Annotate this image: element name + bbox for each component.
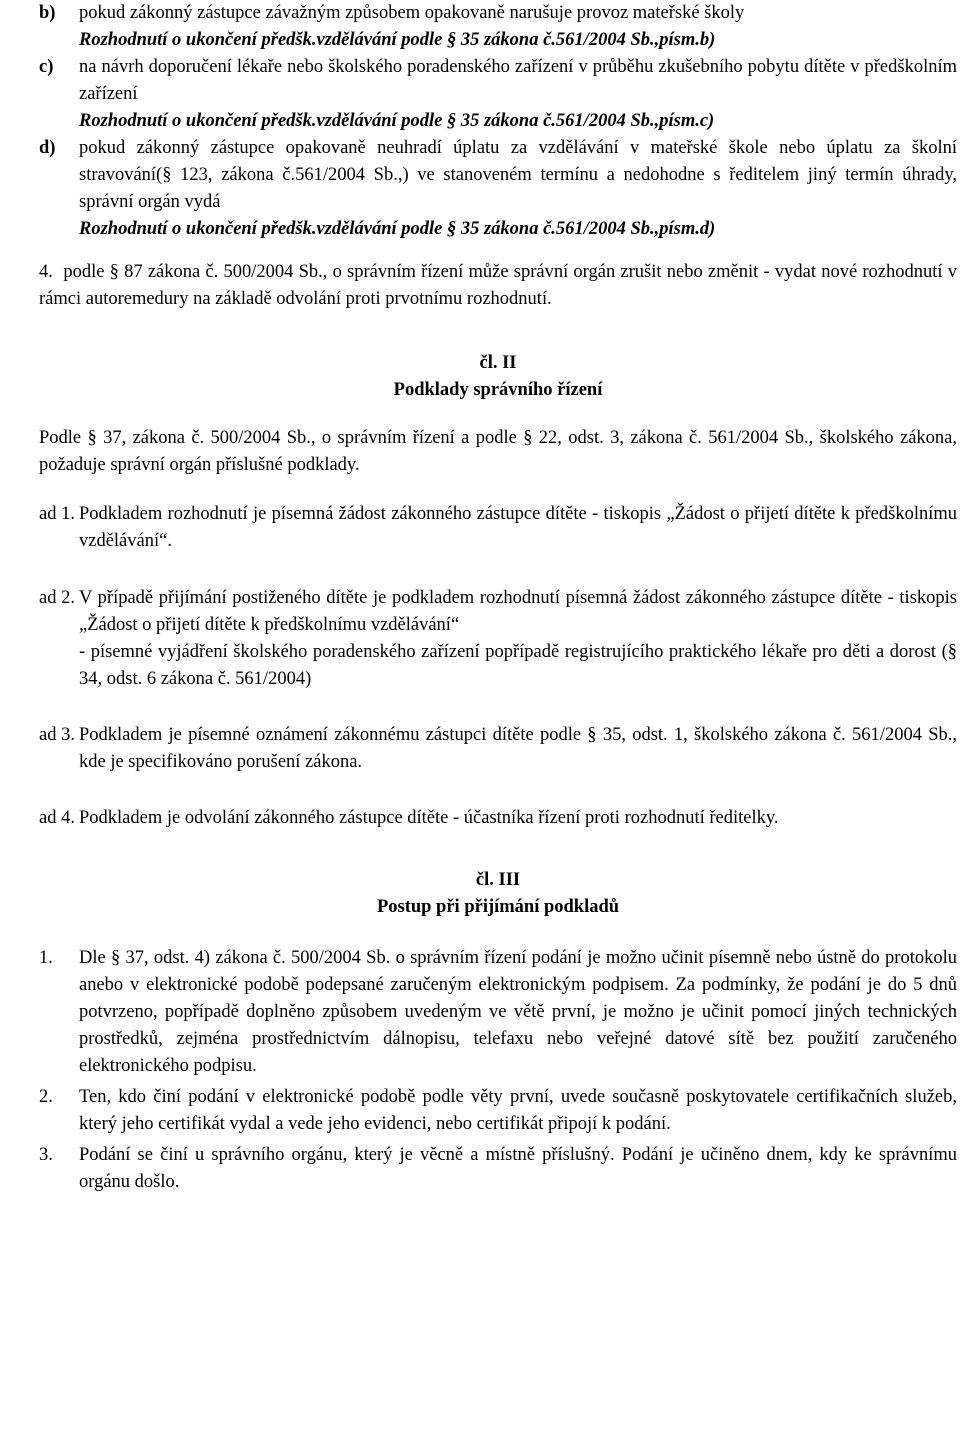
- procedure-label: 2.: [39, 1087, 53, 1107]
- decision-line: Rozhodnutí o ukončení předšk.vzdělávání podle § 35 zákona č.561/2004 Sb.,písm.d): [79, 219, 716, 239]
- point-4-body: podle § 87 zákona č. 500/2004 Sb., o správním řízení může správní orgán zrušit nebo změnit - vydat nové rozhodnutí v rámci autoremedury na základě odvolání proti prvotnímu rozhodnutí.: [39, 262, 957, 309]
- procedure-text: Podání se činí u správního orgánu, který je věcně a místně příslušný. Podání je učiněno dnem, kdy ke správnímu orgánu došlo.: [79, 1145, 957, 1192]
- ad-text: Podkladem je odvolání zákonného zástupce dítěte - účastníka řízení proti rozhodnutí ředitelky.: [79, 808, 779, 828]
- section-3-number: čl. III: [475, 870, 521, 890]
- ad-label: ad 2.: [39, 588, 75, 608]
- item-text: na návrh doporučení lékaře nebo školského poradenského zařízení v průběhu zkušebního pobytu dítěte v předškolním zařízení: [79, 57, 957, 104]
- point-4: [39, 259, 957, 313]
- ad-label: ad 4.: [39, 808, 75, 828]
- procedure-item-3: [39, 1142, 957, 1196]
- procedure-text: Ten, kdo činí podání v elektronické podobě podle věty první, uvede současně poskytovatele certifikačních služeb, který jeho certifikát vydal a vede jeho evidenci, nebo certifikát připojí k podání.: [79, 1087, 957, 1134]
- list-item-c: [39, 54, 957, 135]
- section-2-number: čl. II: [479, 353, 517, 373]
- ad-label: ad 3.: [39, 725, 75, 745]
- item-text: pokud zákonný zástupce opakovaně neuhradí úplatu za vzdělávání v mateřské škole nebo úplatu za školní stravování(§ 123, zákona č.561/2004 Sb.,) ve stanoveném termínu a nedohodne s ředitelem jiný termín úhrady, správní orgán vydá: [79, 138, 957, 212]
- section-2-title: Podklady správního řízení: [393, 380, 603, 400]
- procedure-label: 1.: [39, 948, 53, 968]
- item-text: pokud zákonný zástupce závažným způsobem opakovaně narušuje provoz mateřské školy: [79, 3, 745, 23]
- point-4-text: [39, 259, 957, 313]
- decision-line: Rozhodnutí o ukončení předšk.vzdělávání podle § 35 zákona č.561/2004 Sb.,písm.c): [79, 111, 715, 131]
- ad-text-2: - písemné vyjádření školského poradenského zařízení popřípadě registrujícího praktického lékaře pro děti a dorost (§ 34, odst. 6 zákona č. 561/2004): [79, 642, 957, 689]
- ad-item-1: [39, 501, 957, 555]
- section-2-intro: Podle § 37, zákona č. 500/2004 Sb., o správním řízení a podle § 22, odst. 3, zákona č. 561/2004 Sb., školského zákona, požaduje správní orgán příslušné podklady.: [39, 428, 957, 475]
- item-label: b): [39, 3, 56, 23]
- decision-line: Rozhodnutí o ukončení předšk.vzdělávání podle § 35 zákona č.561/2004 Sb.,písm.b): [79, 30, 716, 50]
- section-3-title: Postup při přijímání podkladů: [376, 897, 620, 917]
- document-page: [39, 0, 957, 1196]
- procedure-item-1: [39, 945, 957, 1080]
- procedure-item-2: [39, 1084, 957, 1138]
- ad-text: Podkladem je písemné oznámení zákonnému zástupci dítěte podle § 35, odst. 1, školského zákona č. 561/2004 Sb., kde je specifikováno porušení zákona.: [79, 725, 957, 772]
- procedure-text: Dle § 37, odst. 4) zákona č. 500/2004 Sb. o správním řízení podání je možno učinit písemně nebo ústně do protokolu anebo v elektronické podobě podepsané zaručeným elektronickým podpisem. Za podmínky, že podání je do 5 dnů potvrzeno, popřípadě doplněno způsobem uvedeným ve větě první, je možno je učinit pomocí jiných technických prostředků, zejména prostřednictvím dálnopisu, telefaxu nebo veřejné datové sítě bez použití zaručeného elektronického podpisu.: [79, 948, 957, 1076]
- item-label: c): [39, 57, 54, 77]
- point-4-label: 4.: [39, 262, 53, 282]
- list-item-d: [39, 135, 957, 243]
- ad-text: V případě přijímání postiženého dítěte je podkladem rozhodnutí písemná žádost zákonného zástupce dítěte - tiskopis „Žádost o přijetí dítěte k předškolnímu vzdělávání“: [79, 588, 957, 635]
- list-item-b: [39, 0, 957, 54]
- ad-item-2: [39, 585, 957, 693]
- ad-item-4: [39, 805, 957, 832]
- ad-text: Podkladem rozhodnutí je písemná žádost zákonného zástupce dítěte - tiskopis „Žádost o přijetí dítěte k předškolnímu vzdělávání“.: [79, 504, 957, 551]
- ad-item-3: [39, 722, 957, 776]
- ad-label: ad 1.: [39, 504, 75, 524]
- procedure-label: 3.: [39, 1145, 53, 1165]
- item-label: d): [39, 138, 56, 158]
